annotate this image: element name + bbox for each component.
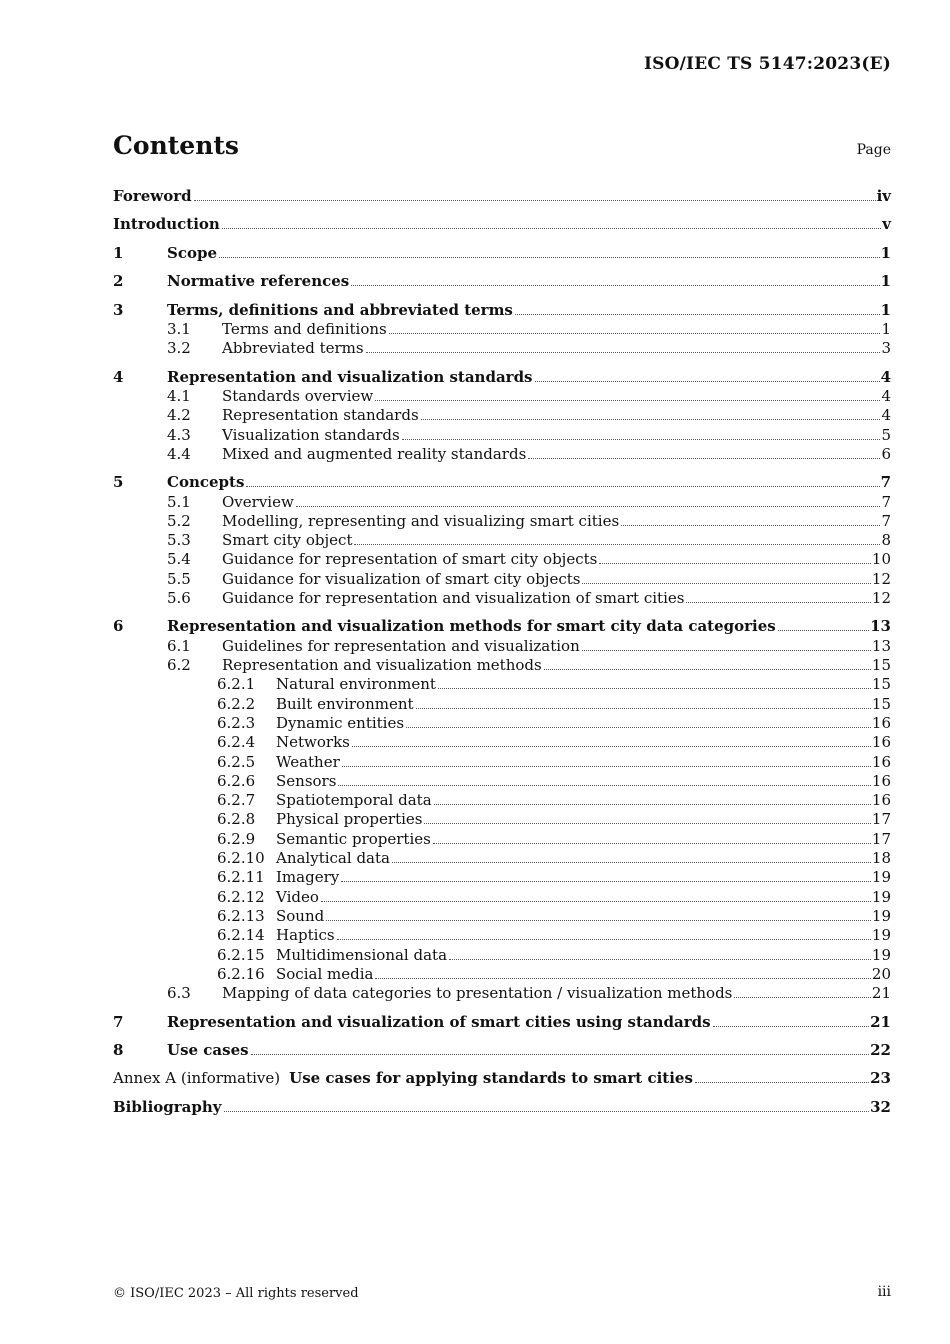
toc-entry-page: 15 bbox=[871, 694, 891, 713]
toc-dot-leader bbox=[296, 505, 881, 507]
copyright-notice: © ISO/IEC 2023 – All rights reserved bbox=[113, 1286, 359, 1301]
toc-entry-title: Scope bbox=[167, 243, 218, 262]
toc-entry-page: 19 bbox=[871, 868, 891, 887]
toc-dot-leader bbox=[544, 668, 871, 670]
toc-dot-leader bbox=[621, 524, 880, 526]
toc-dot-leader bbox=[734, 996, 871, 998]
toc-entry-page: 12 bbox=[871, 589, 891, 607]
toc-entry-number: 6.2.12 bbox=[217, 887, 265, 906]
toc-entry[interactable] bbox=[113, 1011, 891, 1033]
toc-dot-leader bbox=[222, 227, 881, 229]
toc-dot-leader bbox=[686, 601, 870, 603]
toc-entry-number: 5.5 bbox=[167, 569, 191, 588]
toc-entry-page: 19 bbox=[871, 887, 891, 906]
toc-entry-page: 22 bbox=[870, 1040, 891, 1059]
toc-entry-number: 6.2.15 bbox=[217, 945, 265, 964]
toc-dot-leader bbox=[449, 958, 871, 960]
toc-dot-leader bbox=[342, 765, 871, 767]
toc-dot-leader bbox=[402, 438, 881, 440]
toc-entry-title: Networks bbox=[276, 733, 350, 752]
toc-entry-page: 4 bbox=[881, 406, 891, 425]
toc-entry-title: Weather bbox=[276, 752, 340, 771]
toc-dot-leader bbox=[366, 351, 881, 353]
toc-entry-title: Use cases bbox=[167, 1040, 249, 1059]
toc-dot-leader bbox=[352, 745, 871, 747]
page-column-label: Page bbox=[856, 142, 891, 158]
toc-entry-title: Normative references bbox=[167, 272, 350, 291]
toc-entry-page: 23 bbox=[870, 1069, 891, 1088]
toc-entry-number: 6.2.10 bbox=[217, 849, 265, 867]
toc-entry-number: 6.2.1 bbox=[217, 675, 256, 694]
page-title: Contents bbox=[113, 131, 240, 160]
toc-entry-page: 7 bbox=[880, 473, 891, 492]
toc-entry-page: 18 bbox=[871, 849, 891, 867]
toc-entry-title: Semantic properties bbox=[276, 829, 431, 848]
toc-entry[interactable] bbox=[113, 1067, 891, 1089]
toc-dot-leader bbox=[351, 284, 879, 286]
toc-entry-page: 17 bbox=[871, 829, 891, 848]
toc-entry-number: 5 bbox=[113, 473, 124, 492]
toc-entry-title: Haptics bbox=[276, 926, 335, 945]
toc-entry-title: Social media bbox=[276, 964, 374, 983]
toc-entry-number: 6.2.9 bbox=[217, 829, 256, 848]
toc-entry-title: Mixed and augmented reality standards bbox=[222, 444, 527, 463]
toc-entry-number: 3.1 bbox=[167, 319, 191, 338]
toc-entry-page: 16 bbox=[871, 771, 891, 790]
toc-dot-leader bbox=[375, 399, 880, 401]
toc-entry[interactable] bbox=[113, 982, 891, 1004]
toc-entry-number: 6.2.3 bbox=[217, 713, 256, 732]
page-number: iii bbox=[877, 1284, 891, 1300]
toc-entry-title: Smart city object bbox=[222, 531, 353, 550]
toc-entry-page: 5 bbox=[881, 425, 891, 444]
toc-entry-page: 19 bbox=[871, 906, 891, 925]
toc-entry-number: 6.1 bbox=[167, 636, 191, 655]
toc-dot-leader bbox=[246, 485, 879, 487]
toc-dot-leader bbox=[535, 380, 880, 382]
toc-entry-number: 5.2 bbox=[167, 511, 191, 530]
toc-entry[interactable] bbox=[113, 337, 891, 359]
toc-entry-page: 21 bbox=[871, 984, 891, 1003]
toc-dot-leader bbox=[438, 687, 871, 689]
toc-entry[interactable] bbox=[113, 1096, 891, 1118]
toc-entry-title: Representation and visualization of smart cities using standards bbox=[167, 1012, 711, 1031]
toc-entry-page: 8 bbox=[881, 531, 891, 550]
toc-entry[interactable] bbox=[113, 270, 891, 292]
toc-entry-title: Standards overview bbox=[222, 386, 374, 405]
toc-dot-leader bbox=[337, 938, 871, 940]
toc-dot-leader bbox=[582, 649, 871, 651]
toc-entry-number: 4.2 bbox=[167, 406, 191, 425]
toc-entry-page: 15 bbox=[871, 656, 891, 674]
toc-dot-leader bbox=[421, 418, 881, 420]
toc-entry-page: 4 bbox=[881, 386, 891, 405]
toc-entry-number: 3.2 bbox=[167, 339, 191, 358]
toc-entry-page: 16 bbox=[871, 791, 891, 810]
toc-entry-number: 6.2.7 bbox=[217, 791, 256, 810]
toc-entry-page: 17 bbox=[871, 810, 891, 829]
toc-dot-leader bbox=[424, 822, 870, 824]
toc-entry-number: 6 bbox=[113, 617, 124, 636]
toc-dot-leader bbox=[321, 900, 871, 902]
toc-entry-title: Analytical data bbox=[276, 849, 390, 867]
toc-entry-page: 4 bbox=[880, 367, 891, 386]
toc-entry-number: 6.2.4 bbox=[217, 733, 256, 752]
toc-entry-title: Video bbox=[276, 887, 319, 906]
toc-entry-title: Representation and visualization methods for smart city data categories bbox=[167, 617, 776, 636]
toc-entry-number: 4.3 bbox=[167, 425, 191, 444]
toc-dot-leader bbox=[433, 842, 871, 844]
toc-entry-page: 1 bbox=[881, 319, 891, 338]
toc-dot-leader bbox=[528, 457, 880, 459]
toc-entry-number: 6.2.11 bbox=[217, 868, 265, 887]
toc-entry-annex-note: Annex A (informative) bbox=[113, 1069, 281, 1088]
toc-entry-page: 7 bbox=[881, 511, 891, 530]
toc-dot-leader bbox=[251, 1053, 870, 1055]
toc-entry[interactable] bbox=[113, 242, 891, 264]
toc-dot-leader bbox=[338, 784, 870, 786]
toc-entry-title: Representation and visualization methods bbox=[222, 656, 542, 674]
toc-entry-title: Visualization standards bbox=[222, 425, 400, 444]
toc-entry-title: Imagery bbox=[276, 868, 340, 887]
toc-dot-leader bbox=[695, 1081, 869, 1083]
toc-entry-page: 16 bbox=[871, 752, 891, 771]
toc-entry-number: 5.6 bbox=[167, 589, 191, 607]
toc-entry-number: 6.2.8 bbox=[217, 810, 256, 829]
toc-entry-title: Terms and definitions bbox=[222, 319, 387, 338]
toc-entry-number: 6.2.5 bbox=[217, 752, 256, 771]
toc-entry-page: 6 bbox=[881, 444, 891, 463]
table-of-contents bbox=[113, 0, 891, 1344]
toc-entry[interactable] bbox=[113, 443, 891, 465]
toc-entry-title: Dynamic entities bbox=[276, 713, 405, 732]
toc-entry-title: Guidance for visualization of smart city objects bbox=[222, 569, 581, 588]
toc-entry-title: Modelling, representing and visualizing smart cities bbox=[222, 511, 620, 530]
toc-entry-number: 4.1 bbox=[167, 386, 191, 405]
toc-entry-page: 19 bbox=[871, 926, 891, 945]
toc-entry-page: 32 bbox=[870, 1097, 891, 1116]
toc-entry-page: v bbox=[882, 215, 891, 234]
toc-entry-number: 7 bbox=[113, 1012, 124, 1031]
document-identifier: ISO/IEC TS 5147:2023(E) bbox=[644, 54, 891, 74]
toc-entry-page: 12 bbox=[871, 569, 891, 588]
toc-entry-number: 4.4 bbox=[167, 444, 191, 463]
toc-entry-page: 21 bbox=[870, 1012, 891, 1031]
toc-entry-number: 8 bbox=[113, 1040, 124, 1059]
toc-entry-page: 16 bbox=[871, 713, 891, 732]
toc-dot-leader bbox=[434, 803, 871, 805]
toc-entry-title: Terms, definitions and abbreviated terms bbox=[167, 300, 513, 319]
toc-dot-leader bbox=[582, 582, 870, 584]
toc-entry[interactable] bbox=[113, 1039, 891, 1061]
toc-entry-title: Concepts bbox=[167, 473, 245, 492]
toc-dot-leader bbox=[194, 199, 876, 201]
toc-entry-title: Guidance for representation and visualization of smart cities bbox=[222, 589, 685, 607]
toc-dot-leader bbox=[326, 919, 871, 921]
toc-entry-title: Abbreviated terms bbox=[222, 339, 364, 358]
toc-entry-title: Foreword bbox=[113, 187, 192, 205]
toc-entry-title: Spatiotemporal data bbox=[276, 791, 432, 810]
toc-entry-title: Mapping of data categories to presentation / visualization methods bbox=[222, 984, 733, 1003]
toc-entry-title: Use cases for applying standards to smart cities bbox=[289, 1069, 693, 1088]
toc-entry-page: 13 bbox=[871, 636, 891, 655]
toc-dot-leader bbox=[599, 562, 871, 564]
toc-entry-number: 4 bbox=[113, 367, 124, 386]
toc-dot-leader bbox=[224, 1110, 870, 1112]
toc-dot-leader bbox=[375, 977, 870, 979]
toc-entry-page: 16 bbox=[871, 733, 891, 752]
toc-entry-page: iv bbox=[876, 187, 891, 205]
toc-entry-number: 6.2 bbox=[167, 656, 191, 674]
toc-dot-leader bbox=[713, 1025, 870, 1027]
toc-entry-number: 5.1 bbox=[167, 492, 191, 511]
toc-entry-page: 1 bbox=[880, 300, 891, 319]
toc-entry-number: 6.3 bbox=[167, 984, 191, 1003]
toc-entry[interactable] bbox=[113, 213, 891, 235]
toc-entry-title: Guidance for representation of smart city objects bbox=[222, 550, 598, 569]
toc-entry-title: Sound bbox=[276, 906, 325, 925]
toc-entry-number: 6.2.6 bbox=[217, 771, 256, 790]
toc-entry-title: Guidelines for representation and visualization bbox=[222, 636, 580, 655]
toc-entry-number: 3 bbox=[113, 300, 124, 319]
toc-entry[interactable] bbox=[113, 587, 891, 609]
toc-entry-title: Built environment bbox=[276, 694, 414, 713]
toc-entry-number: 6.2.2 bbox=[217, 694, 256, 713]
toc-dot-leader bbox=[515, 313, 880, 315]
toc-dot-leader bbox=[389, 332, 881, 334]
toc-dot-leader bbox=[778, 629, 869, 631]
toc-entry-title: Natural environment bbox=[276, 675, 436, 694]
toc-entry-number: 5.3 bbox=[167, 531, 191, 550]
toc-entry-title: Physical properties bbox=[276, 810, 423, 829]
toc-entry-number: 2 bbox=[113, 272, 124, 291]
toc-entry-title: Sensors bbox=[276, 771, 337, 790]
toc-dot-leader bbox=[354, 543, 880, 545]
toc-entry-page: 10 bbox=[871, 550, 891, 569]
toc-entry-page: 3 bbox=[881, 339, 891, 358]
toc-dot-leader bbox=[219, 256, 880, 258]
toc-dot-leader bbox=[416, 707, 871, 709]
toc-entry-title: Representation and visualization standards bbox=[167, 367, 533, 386]
toc-entry-number: 1 bbox=[113, 243, 124, 262]
toc-entry[interactable] bbox=[113, 185, 891, 207]
toc-entry-page: 19 bbox=[871, 945, 891, 964]
toc-entry-title: Multidimensional data bbox=[276, 945, 448, 964]
toc-entry-page: 1 bbox=[880, 272, 891, 291]
toc-entry-number: 6.2.16 bbox=[217, 964, 265, 983]
toc-entry-title: Bibliography bbox=[113, 1097, 222, 1116]
toc-entry-page: 15 bbox=[871, 675, 891, 694]
toc-entry-title: Representation standards bbox=[222, 406, 419, 425]
toc-dot-leader bbox=[392, 861, 871, 863]
toc-dot-leader bbox=[341, 880, 871, 882]
toc-entry-title: Overview bbox=[222, 492, 294, 511]
toc-entry-page: 7 bbox=[881, 492, 891, 511]
toc-entry-number: 6.2.13 bbox=[217, 906, 265, 925]
toc-dot-leader bbox=[406, 726, 871, 728]
toc-entry-number: 6.2.14 bbox=[217, 926, 265, 945]
toc-entry-page: 20 bbox=[871, 964, 891, 983]
toc-entry-page: 1 bbox=[880, 243, 891, 262]
toc-entry-number: 5.4 bbox=[167, 550, 191, 569]
toc-entry-page: 13 bbox=[870, 617, 891, 636]
toc-entry-title: Introduction bbox=[113, 215, 220, 234]
